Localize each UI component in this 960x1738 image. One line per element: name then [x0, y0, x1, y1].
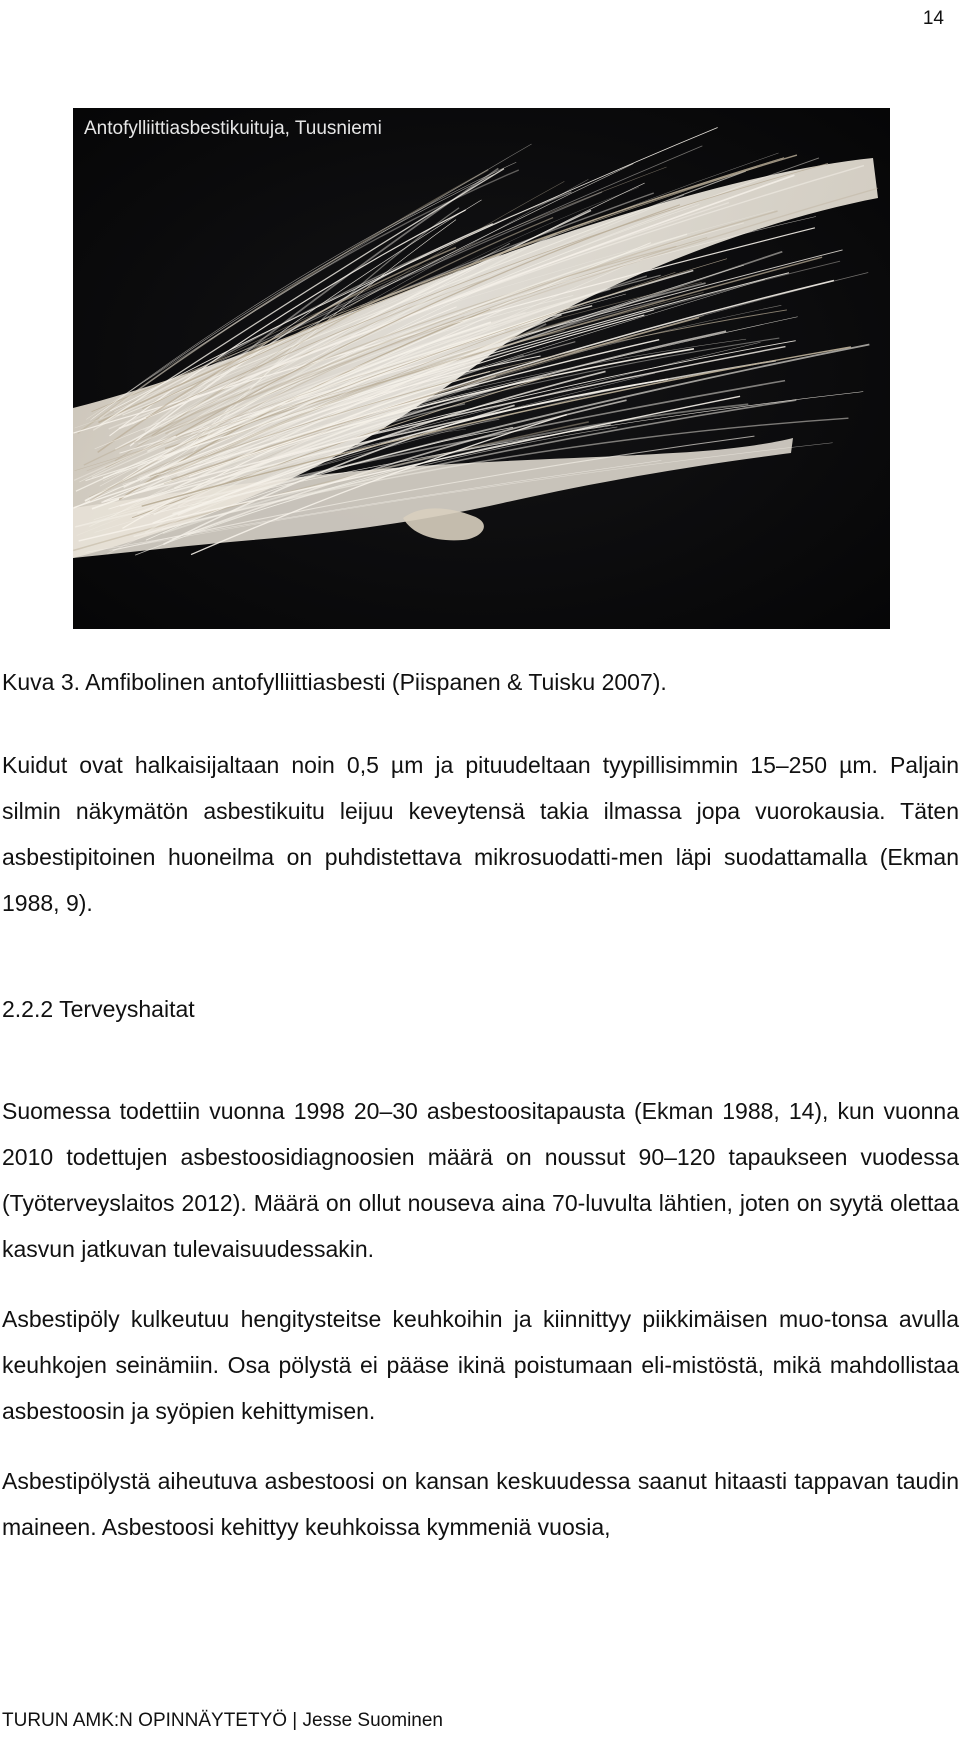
- paragraph-text: Asbestipölystä aiheutuva asbestoosi on kansan keskuudessa saanut hitaasti tappavan taudin maineen. Asbestoosi kehittyy keuhkoissa kymmeniä vuosia,: [2, 1468, 959, 1540]
- section-heading: 2.2.2 Terveyshaitat: [2, 996, 195, 1022]
- paragraph-text: Kuidut ovat halkaisijaltaan noin 0,5 µm ja pituudeltaan tyypillisimmin 15–250 µm. Paljain silmin näkymätön asbestikuitu leijuu keveytensä takia ilmassa jopa vuorokausia. Täten asbestipitoinen huoneilma on puhdistettava mikrosuodatti-men läpi suodattamalla (Ekman 1988, 9).: [2, 752, 959, 916]
- paragraph-fiber-size: [2, 742, 959, 926]
- paragraph-asbestosis: [2, 1458, 959, 1550]
- figure-caption: Kuva 3. Amfibolinen antofylliittiasbesti (Piispanen & Tuisku 2007).: [2, 669, 667, 695]
- paragraph-text: Suomessa todettiin vuonna 1998 20–30 asbestoositapausta (Ekman 1988, 14), kun vuonna 2010 todettujen asbestoosidiagnoosien määrä on noussut 90–120 tapaukseen vuodessa (Työterveyslaitos 2012). Määrä on ollut nouseva aina 70-luvulta lähtien, joten on syytä olettaa kasvun jatkuvan tulevaisuudessakin.: [2, 1098, 959, 1262]
- paragraph-text: Asbestipöly kulkeutuu hengitysteitse keuhkoihin ja kiinnittyy piikkimäisen muo-tonsa avulla keuhkojen seinämiin. Osa pölystä ei pääse ikinä poistumaan eli-mistöstä, mikä mahdollistaa asbestoosin ja syöpien kehittymisen.: [2, 1306, 959, 1424]
- paragraph-statistics: [2, 1088, 959, 1272]
- fiber-illustration: [73, 108, 890, 629]
- asbestos-fiber-photo: [73, 108, 890, 629]
- figure-label: Antofylliittiasbestikuituja, Tuusniemi: [84, 118, 382, 139]
- paragraph-lungs: [2, 1296, 959, 1434]
- page-number: 14: [922, 8, 944, 29]
- page-footer: TURUN AMK:N OPINNÄYTETYÖ | Jesse Suominen: [2, 1710, 443, 1731]
